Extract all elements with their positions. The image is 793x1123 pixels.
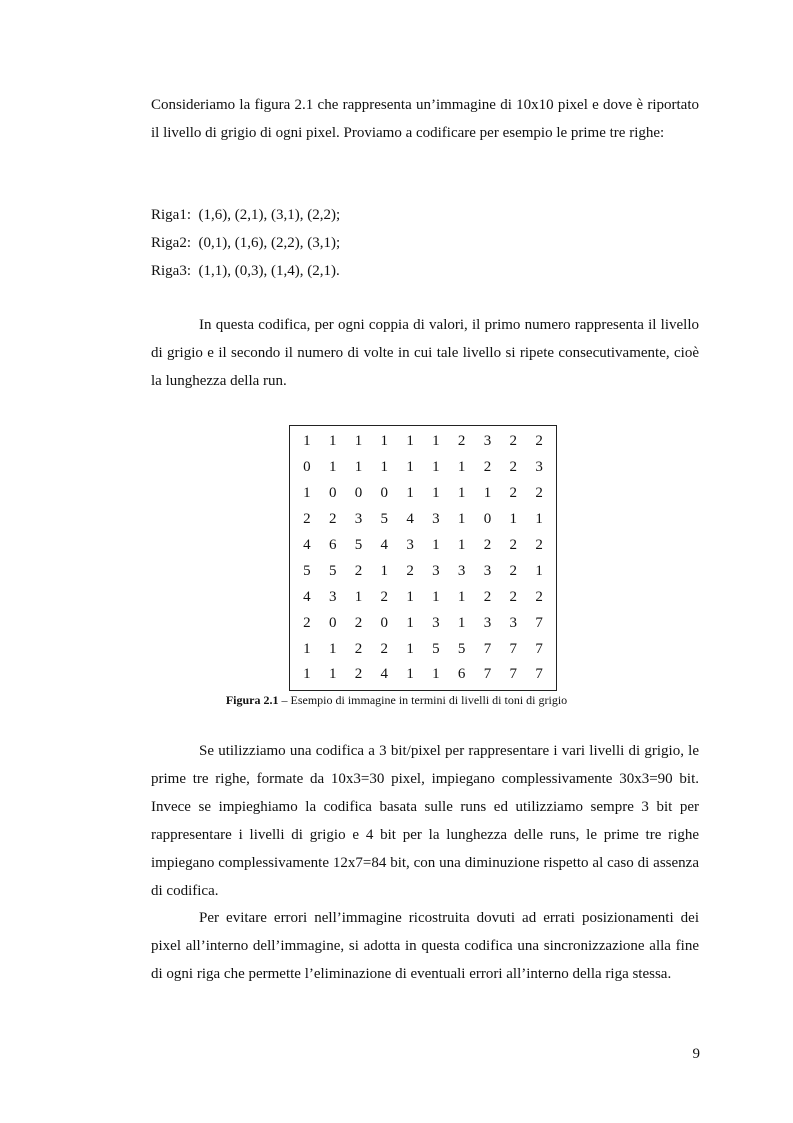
pixel-matrix-table xyxy=(294,429,552,688)
matrix-cell: 7 xyxy=(535,666,543,683)
matrix-cell: 0 xyxy=(328,485,337,502)
matrix-cell: 1 xyxy=(432,666,440,683)
matrix-cell: 1 xyxy=(406,614,414,631)
run-line-3 xyxy=(151,261,340,281)
matrix-cell: 1 xyxy=(432,485,440,502)
matrix-cell: 1 xyxy=(328,459,337,476)
matrix-cell: 1 xyxy=(432,459,440,476)
matrix-cell: 5 xyxy=(303,562,311,579)
matrix-cell: 1 xyxy=(483,485,492,502)
matrix-cell: 2 xyxy=(354,640,363,657)
matrix-cell: 1 xyxy=(303,640,311,657)
matrix-row xyxy=(294,507,552,533)
intro-paragraph: Consideriamo la figura 2.1 che rappresenta un’immagine di 10x10 pixel e dove è riportato il livello di grigio di ogni pixel. Proviamo a codificare per esempio le prime tre righe: xyxy=(151,97,699,141)
matrix-cell: 7 xyxy=(509,666,518,683)
matrix-cell: 2 xyxy=(354,614,363,631)
matrix-cell: 5 xyxy=(432,640,440,657)
matrix-cell: 5 xyxy=(457,640,466,657)
matrix-cell: 3 xyxy=(432,511,440,528)
matrix-cell: 2 xyxy=(354,562,363,579)
matrix-row xyxy=(294,533,552,559)
run-label: Riga2: xyxy=(151,235,191,251)
matrix-cell: 4 xyxy=(406,511,414,528)
matrix-cell: 1 xyxy=(380,459,389,476)
matrix-cell: 2 xyxy=(457,433,466,450)
matrix-cell: 1 xyxy=(354,433,363,450)
matrix-row xyxy=(294,610,552,636)
matrix-cell: 1 xyxy=(457,459,466,476)
matrix-cell: 2 xyxy=(535,485,543,502)
matrix-cell: 7 xyxy=(483,666,492,683)
matrix-cell: 2 xyxy=(535,537,543,553)
matrix-cell: 4 xyxy=(380,537,389,553)
matrix-cell: 3 xyxy=(406,537,414,553)
matrix-cell: 1 xyxy=(406,640,414,657)
matrix-cell: 6 xyxy=(328,537,337,553)
matrix-cell: 2 xyxy=(509,485,518,502)
figure-caption-text: – Esempio di immagine in termini di livelli di toni di grigio xyxy=(278,693,568,707)
matrix-cell: 1 xyxy=(432,537,440,553)
figure-caption-label: Figura 2.1 xyxy=(225,693,279,707)
matrix-row xyxy=(294,584,552,610)
matrix-cell: 1 xyxy=(303,485,311,502)
matrix-cell: 0 xyxy=(380,485,389,502)
matrix-cell: 5 xyxy=(354,537,363,553)
matrix-cell: 1 xyxy=(328,433,337,450)
matrix-row xyxy=(294,481,552,507)
run-pairs: (1,1), (0,3), (1,4), (2,1). xyxy=(198,263,340,279)
matrix-cell: 1 xyxy=(457,485,466,502)
matrix-cell: 3 xyxy=(483,433,492,450)
matrix-cell: 0 xyxy=(483,511,492,528)
matrix-cell: 4 xyxy=(303,588,311,605)
matrix-row xyxy=(294,455,552,481)
pixel-matrix-figure xyxy=(289,425,557,691)
matrix-cell: 3 xyxy=(457,562,466,579)
matrix-cell: 2 xyxy=(509,433,518,450)
matrix-row xyxy=(294,558,552,584)
matrix-cell: 1 xyxy=(406,485,414,502)
matrix-cell: 0 xyxy=(328,614,337,631)
explanation-paragraph: In questa codifica, per ogni coppia di valori, il primo numero rappresenta il livello di grigio e il secondo il numero di volte in cui tale livello si ripete consecutivamente, cioè la lunghezza della run. xyxy=(151,317,699,389)
matrix-cell: 0 xyxy=(303,459,311,476)
figure-caption xyxy=(0,692,793,708)
matrix-cell: 1 xyxy=(354,588,363,605)
matrix-cell: 2 xyxy=(483,588,492,605)
matrix-cell: 2 xyxy=(380,588,389,605)
matrix-row xyxy=(294,636,552,662)
matrix-cell: 2 xyxy=(535,433,543,450)
matrix-cell: 2 xyxy=(354,666,363,683)
matrix-cell: 1 xyxy=(406,588,414,605)
matrix-cell: 3 xyxy=(483,562,492,579)
matrix-cell: 7 xyxy=(535,614,543,631)
matrix-cell: 1 xyxy=(535,511,543,528)
matrix-cell: 7 xyxy=(483,640,492,657)
matrix-cell: 7 xyxy=(509,640,518,657)
run-pairs: (0,1), (1,6), (2,2), (3,1); xyxy=(198,235,341,251)
page-number: 9 xyxy=(692,1046,700,1062)
bits-paragraph: Se utilizziamo una codifica a 3 bit/pixel per rappresentare i vari livelli di grigio, le prime tre righe, formate da 10x3=30 pixel, impiegano complessivamente 30x3=90 bit. Invece se impieghiamo la codifica basata sulle runs ed utilizziamo sempre 3 bit per rappresentare i livelli di grigio e 4 bit per la lunghezza delle runs, le prime tre righe impiegano complessivamente 12x7=84 bit, con una diminuzione rispetto al caso di assenza di codifica. xyxy=(151,743,699,899)
matrix-cell: 0 xyxy=(354,485,363,502)
run-pairs: (1,6), (2,1), (3,1), (2,2); xyxy=(198,207,341,223)
matrix-cell: 3 xyxy=(535,459,543,476)
matrix-cell: 1 xyxy=(406,459,414,476)
matrix-cell: 1 xyxy=(457,614,466,631)
matrix-cell: 1 xyxy=(432,588,440,605)
matrix-row xyxy=(294,662,552,688)
matrix-cell: 4 xyxy=(303,537,311,553)
matrix-cell: 3 xyxy=(483,614,492,631)
matrix-cell: 3 xyxy=(328,588,337,605)
run-line-1 xyxy=(151,205,340,225)
matrix-cell: 2 xyxy=(303,511,311,528)
matrix-cell: 2 xyxy=(509,562,518,579)
matrix-cell: 5 xyxy=(328,562,337,579)
run-line-2 xyxy=(151,233,340,253)
matrix-cell: 1 xyxy=(406,433,414,450)
matrix-cell: 1 xyxy=(457,511,466,528)
matrix-row xyxy=(294,429,552,455)
matrix-cell: 2 xyxy=(535,588,543,605)
run-label: Riga3: xyxy=(151,263,191,279)
matrix-cell: 1 xyxy=(432,433,440,450)
matrix-cell: 2 xyxy=(483,537,492,553)
matrix-cell: 2 xyxy=(406,562,414,579)
matrix-cell: 3 xyxy=(354,511,363,528)
sync-paragraph: Per evitare errori nell’immagine ricostruita dovuti ad errati posizionamenti dei pixel all’interno dell’immagine, si adotta in questa codifica una sincronizzazione alla fine di ogni riga che permette l’eliminazione di eventuali errori all’interno della riga stessa. xyxy=(151,910,699,982)
matrix-cell: 1 xyxy=(354,459,363,476)
matrix-cell: 2 xyxy=(509,459,518,476)
matrix-cell: 2 xyxy=(380,640,389,657)
matrix-cell: 1 xyxy=(509,511,518,528)
matrix-cell: 1 xyxy=(535,562,543,579)
matrix-cell: 2 xyxy=(509,537,518,553)
matrix-cell: 1 xyxy=(328,666,337,683)
matrix-cell: 1 xyxy=(380,433,389,450)
matrix-cell: 1 xyxy=(303,666,311,683)
matrix-cell: 2 xyxy=(328,511,337,528)
matrix-cell: 5 xyxy=(380,511,389,528)
matrix-cell: 1 xyxy=(380,562,389,579)
matrix-cell: 1 xyxy=(457,588,466,605)
matrix-cell: 2 xyxy=(509,588,518,605)
matrix-cell: 3 xyxy=(432,562,440,579)
matrix-cell: 2 xyxy=(483,459,492,476)
matrix-cell: 4 xyxy=(380,666,389,683)
matrix-cell: 3 xyxy=(509,614,518,631)
run-label: Riga1: xyxy=(151,207,191,223)
matrix-cell: 1 xyxy=(457,537,466,553)
matrix-cell: 6 xyxy=(457,666,466,683)
matrix-cell: 1 xyxy=(406,666,414,683)
matrix-cell: 0 xyxy=(380,614,389,631)
matrix-cell: 7 xyxy=(535,640,543,657)
matrix-cell: 2 xyxy=(303,614,311,631)
matrix-cell: 1 xyxy=(303,433,311,450)
matrix-cell: 3 xyxy=(432,614,440,631)
matrix-cell: 1 xyxy=(328,640,337,657)
